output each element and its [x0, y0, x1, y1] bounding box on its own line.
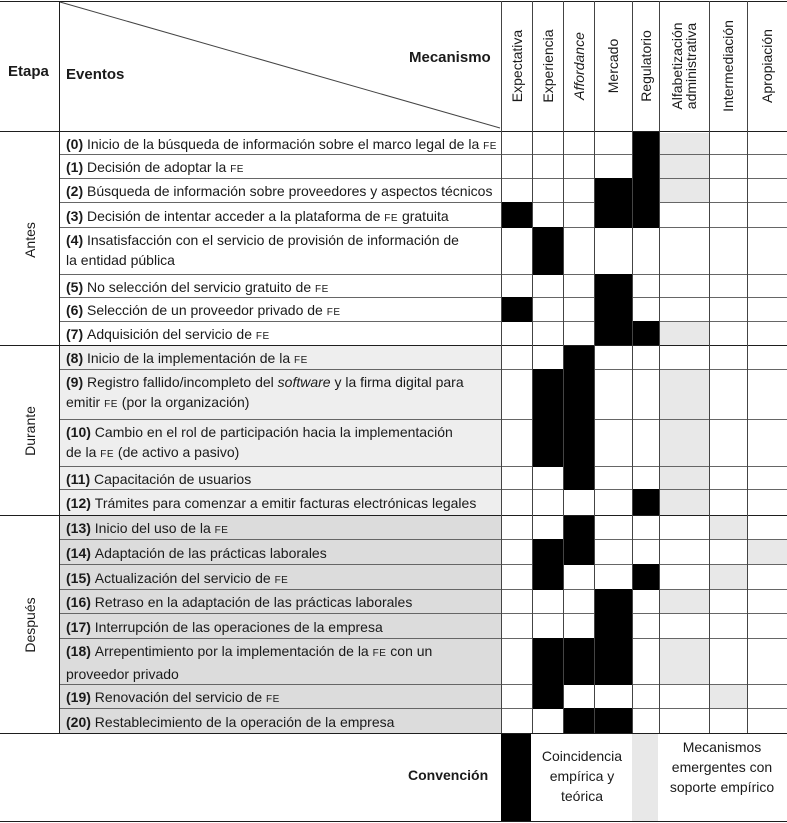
event-description: Selección de un proveedor privado de [87, 302, 327, 318]
event-text [66, 348, 308, 371]
event-text [66, 543, 327, 563]
event-text [66, 687, 280, 710]
mechanism-cell-affordance [563, 638, 595, 685]
event-text [66, 518, 228, 541]
emergent-cell [660, 467, 709, 489]
event-line [66, 157, 244, 180]
mechanism-column-border [747, 1, 748, 733]
event-text [66, 206, 449, 229]
table-top-border [0, 1, 787, 2]
event-description-tail: (de activo a pasivo) [114, 444, 240, 460]
event-text [66, 372, 464, 415]
event-line [66, 300, 341, 323]
legend-gray-swatch [632, 734, 658, 821]
stage-label-durante: Durante [22, 406, 38, 456]
column-header-alfabetizacion: Alfabetización administrativa [669, 22, 699, 110]
event-line [66, 134, 497, 157]
mechanism-header: Mecanismo [409, 49, 491, 66]
fe-abbrev: FE [294, 355, 308, 366]
column-header-regulatorio: Regulatorio [637, 30, 654, 102]
emergent-cell [710, 565, 747, 589]
event-number: (1) [66, 159, 87, 175]
header-bottom-border [0, 131, 787, 132]
mechanism-cell-regulatorio [632, 321, 660, 346]
stage-label-después: Después [22, 597, 38, 653]
fe-abbrev: FE [384, 212, 399, 224]
column-header-mercado: Mercado [605, 38, 621, 94]
mechanism-cell-affordance [563, 515, 595, 540]
event-line [66, 592, 412, 612]
event-description: Cambio en el rol de participación hacia la implementación [94, 424, 453, 440]
stage-divider [0, 345, 787, 346]
event-description: No selección del servicio gratuito de [87, 278, 316, 295]
column-header-experiencia: Experiencia [539, 29, 556, 103]
event-text [66, 230, 459, 270]
mechanism-cell-experiencia [532, 684, 564, 709]
event-number: (16) [66, 594, 95, 610]
mechanism-cell-affordance [563, 466, 595, 490]
event-line [66, 324, 270, 347]
fe-abbrev: FE [255, 331, 270, 342]
event-description-tail: con un [386, 643, 433, 659]
event-line [66, 250, 459, 270]
fe-abbrev: FE [266, 694, 280, 705]
mechanism-column-border [709, 1, 710, 733]
event-description: Adaptación de las prácticas laborales [94, 544, 327, 561]
mechanism-column-border [563, 1, 564, 733]
mechanism-cell-expectativa [501, 297, 533, 322]
event-description: Restablecimiento de la operación de la empresa [94, 713, 395, 730]
event-description: Arrepentimiento por la implementación de la [94, 643, 373, 659]
event-text [66, 617, 383, 637]
event-description: Registro fallido/incompleto del [87, 374, 278, 390]
event-description: Interrupción de las operaciones de la empresa [94, 618, 383, 635]
event-number: (20) [66, 713, 95, 730]
event-text [66, 181, 492, 201]
event-number: (3) [66, 207, 87, 224]
event-line [66, 712, 394, 732]
event-text [66, 324, 270, 347]
mechanism-cell-affordance [563, 539, 595, 565]
event-number: (9) [66, 374, 87, 390]
event-line [66, 372, 464, 392]
event-number: (17) [66, 618, 95, 635]
event-text [66, 493, 476, 513]
emergent-cell [660, 133, 709, 154]
event-number: (19) [66, 689, 95, 705]
mechanism-column-border [594, 1, 595, 733]
event-line [66, 392, 464, 415]
event-number: (12) [66, 495, 95, 511]
event-number: (7) [66, 326, 87, 342]
mechanism-cell-mercado [594, 613, 633, 639]
event-description-tail: y la firma digital para [330, 374, 464, 390]
event-line [66, 422, 453, 442]
fe-abbrev: FE [230, 164, 244, 175]
mechanism-cell-experiencia [532, 369, 564, 420]
mechanism-column-border [632, 1, 633, 733]
legend-black-label: Coincidencia empírica y teórica [541, 748, 623, 804]
stage-label-antes: Antes [22, 221, 38, 258]
event-line [66, 230, 459, 250]
column-header-apropiacion: Apropiación [759, 29, 775, 103]
mechanism-cell-expectativa [501, 202, 533, 228]
mechanism-cell-mercado [594, 202, 633, 228]
emergent-cell [660, 639, 709, 684]
emergent-cell [660, 590, 709, 613]
emergent-cell [660, 490, 709, 515]
event-line [66, 442, 453, 465]
fe-abbrev: FE [100, 449, 115, 460]
event-number: (2) [66, 183, 87, 199]
column-header-expectativa: Expectativa [508, 29, 525, 103]
mechanism-cell-mercado [594, 638, 633, 685]
event-line [66, 641, 432, 664]
emergent-cell [660, 322, 709, 345]
event-line [66, 469, 251, 489]
fe-abbrev: FE [483, 141, 497, 152]
event-description: Actualización del servicio de [94, 569, 275, 586]
mechanism-column-border [532, 1, 533, 733]
mechanism-cell-experiencia [532, 419, 564, 467]
event-line [66, 493, 476, 513]
event-description: Decisión de intentar acceder a la plataforma de [87, 207, 385, 224]
mechanism-cell-regulatorio [632, 178, 660, 203]
table-bottom-border [0, 821, 787, 822]
event-line [66, 543, 327, 563]
event-text [66, 469, 251, 489]
emergent-cell [710, 516, 747, 539]
event-description: Inicio del uso de la [94, 520, 215, 536]
legend-title: Convención [408, 767, 489, 783]
events-header: Eventos [66, 66, 125, 83]
stage-header: Etapa [8, 63, 49, 80]
fe-abbrev: FE [104, 399, 118, 410]
event-description: Decisión de adoptar la [87, 159, 231, 175]
stage-column-border [59, 1, 60, 733]
event-description: Retraso en la adaptación de las prácticas laborales [94, 594, 413, 610]
event-number: (14) [66, 544, 95, 561]
mechanism-cell-mercado [594, 297, 633, 322]
event-line [66, 568, 288, 591]
event-line [66, 277, 329, 300]
event-description: de la [66, 444, 101, 460]
mechanism-cell-regulatorio [632, 154, 660, 179]
event-line [66, 687, 280, 710]
fe-abbrev: FE [315, 283, 329, 295]
mechanism-cell-mercado [594, 589, 633, 614]
mechanism-cell-experiencia [532, 638, 564, 685]
event-description: Búsqueda de información sobre proveedores y aspectos técnicos [87, 183, 493, 199]
event-description: la entidad pública [66, 252, 175, 268]
emergent-cell [660, 420, 709, 466]
event-number: (6) [66, 302, 87, 318]
event-line [66, 348, 308, 371]
event-number: (0) [66, 136, 87, 152]
event-line [66, 617, 383, 637]
mechanism-cell-mercado [594, 708, 633, 734]
mechanism-cell-mercado [594, 178, 633, 203]
event-description: emitir [66, 394, 105, 410]
event-description: proveedor privado [66, 666, 179, 682]
mechanism-cell-regulatorio [632, 132, 660, 155]
event-line [66, 518, 228, 541]
mechanism-cell-experiencia [532, 539, 564, 565]
event-description: Insatisfacción con el servicio de provisión de información de [87, 232, 459, 248]
column-header-affordance: Affordance [570, 32, 587, 100]
stage-divider [0, 515, 787, 516]
fe-abbrev: FE [274, 574, 289, 586]
event-description: Renovación del servicio de [94, 689, 267, 705]
event-italic: software [277, 374, 331, 390]
event-description-tail: (por la organización) [117, 394, 250, 410]
event-description: Inicio de la implementación de la [87, 350, 295, 366]
event-line [66, 664, 432, 684]
emergent-cell [748, 540, 787, 564]
mechanism-cell-affordance [563, 345, 595, 370]
fe-abbrev: FE [214, 525, 229, 536]
event-text [66, 712, 394, 732]
column-header-intermediacion: Intermediación [720, 20, 736, 112]
event-number: (4) [66, 232, 87, 248]
event-number: (11) [66, 470, 95, 487]
event-description: Adquisición del servicio de [87, 326, 256, 342]
event-description: Inicio de la búsqueda de información sobre el marco legal de la [87, 136, 484, 152]
event-number: (15) [66, 569, 95, 586]
event-line [66, 206, 449, 229]
mechanism-cell-experiencia [532, 227, 564, 275]
event-text [66, 300, 341, 323]
mechanism-cell-regulatorio [632, 202, 660, 228]
event-text [66, 592, 412, 612]
event-text [66, 422, 453, 465]
legend-divider [0, 733, 787, 734]
legend-black-swatch [501, 734, 531, 821]
event-text [66, 641, 432, 684]
mechanism-cell-affordance [563, 369, 595, 420]
mechanism-cell-regulatorio [632, 564, 660, 590]
event-text [66, 277, 329, 300]
emergent-cell [660, 179, 709, 202]
event-description-tail: gratuita [398, 207, 449, 224]
emergent-cell [710, 685, 747, 708]
event-text [66, 157, 244, 180]
event-number: (18) [66, 643, 95, 659]
mechanism-cell-experiencia [532, 564, 564, 590]
fe-abbrev: FE [326, 307, 341, 318]
mechanism-cell-affordance [563, 708, 595, 734]
mechanism-column-border [501, 1, 502, 733]
event-number: (8) [66, 350, 87, 366]
legend-gray-label: Mecanismos emergentes con soporte empírico [669, 739, 775, 795]
event-number: (13) [66, 520, 95, 536]
mechanism-cell-regulatorio [632, 489, 660, 516]
mechanism-cell-affordance [563, 419, 595, 467]
event-line [66, 181, 492, 201]
fe-abbrev: FE [372, 648, 387, 659]
event-text [66, 134, 497, 157]
mechanism-cell-mercado [594, 321, 633, 346]
emergent-cell [660, 155, 709, 178]
emergent-cell [660, 370, 709, 419]
event-description: Capacitación de usuarios [94, 470, 252, 487]
mechanism-cell-mercado [594, 274, 633, 298]
event-number: (10) [66, 424, 95, 440]
mechanism-column-border [659, 1, 660, 733]
event-text [66, 568, 288, 591]
event-number: (5) [66, 278, 87, 295]
event-description: Trámites para comenzar a emitir facturas electrónicas legales [94, 495, 477, 511]
